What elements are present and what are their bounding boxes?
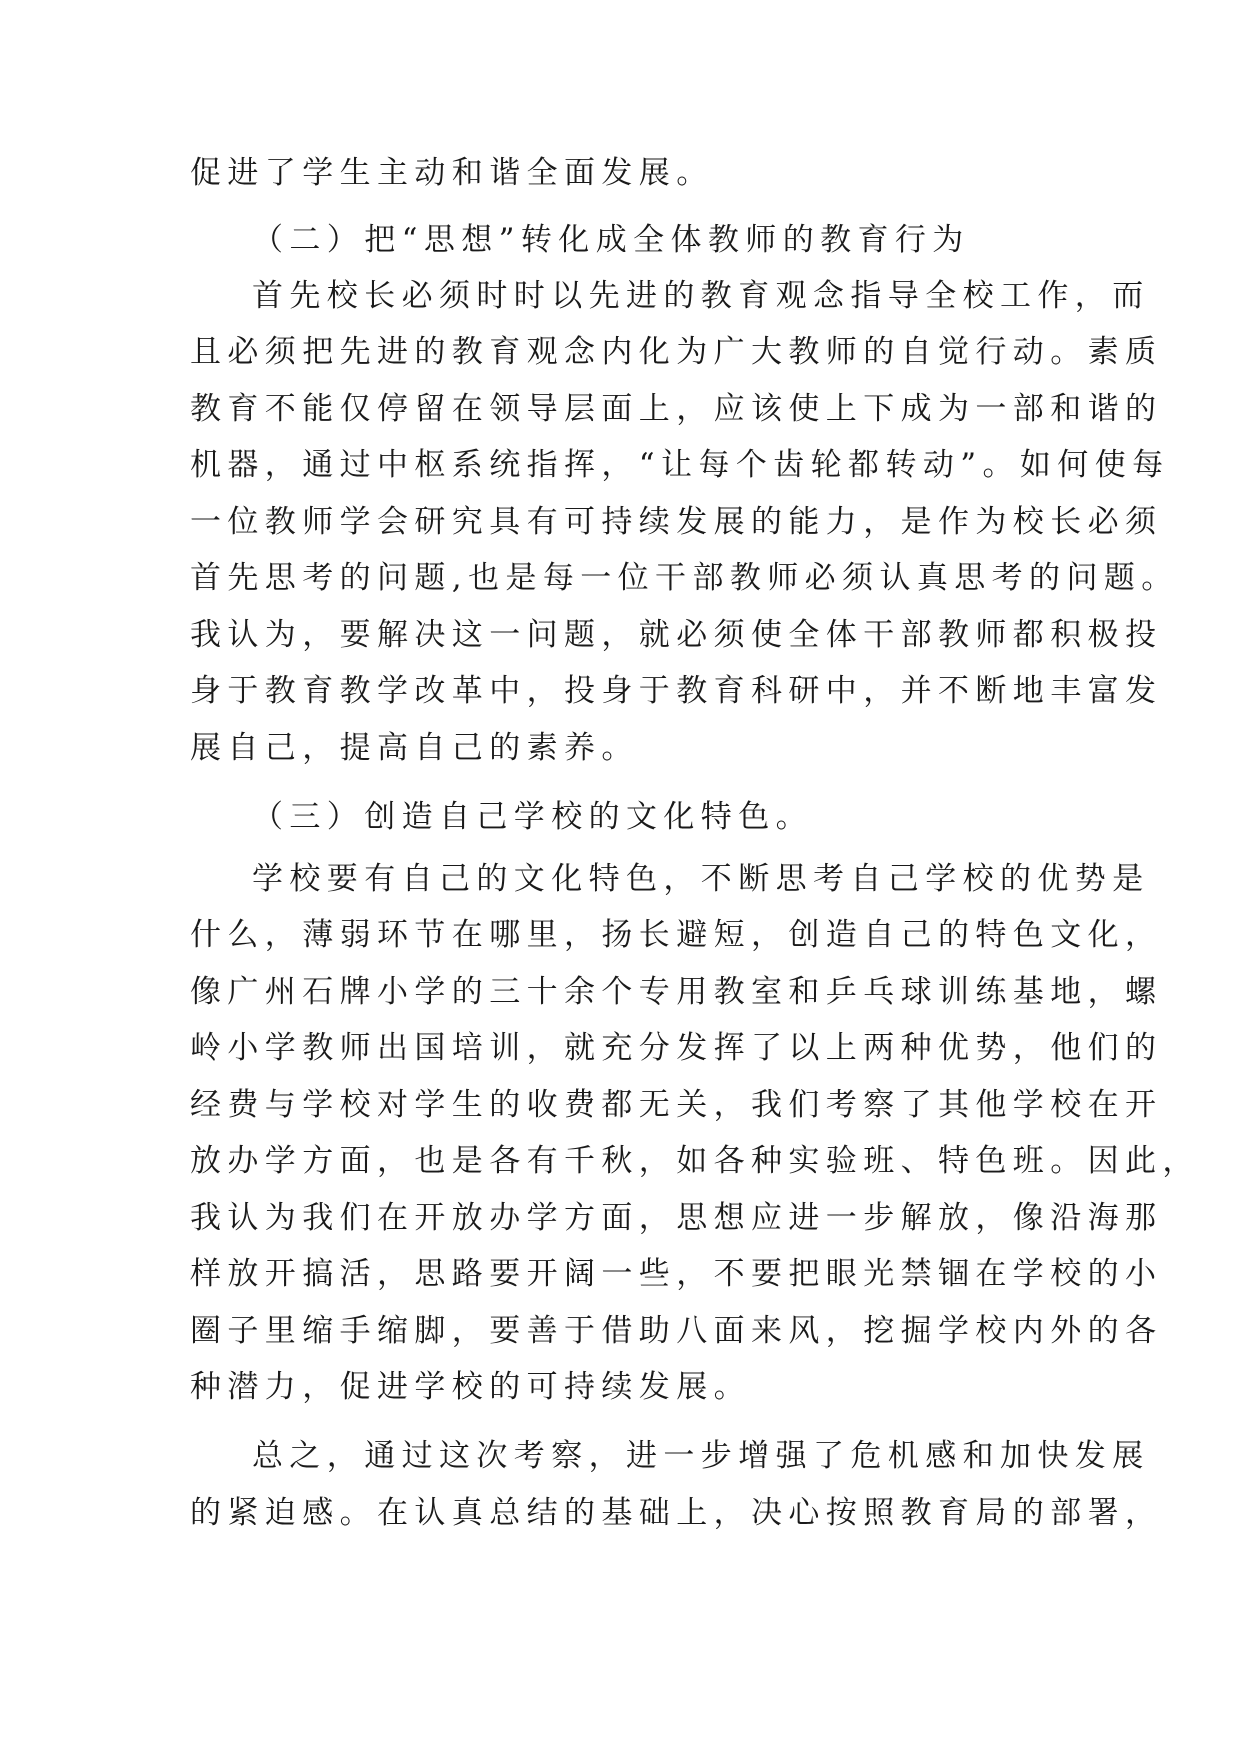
paragraph-line: 什么，薄弱环节在哪里，扬长避短，创造自己的特色文化，: [190, 917, 1163, 953]
paragraph-line: 种潜力，促进学校的可持续发展。: [190, 1369, 751, 1405]
paragraph-line: 学校要有自己的文化特色，不断思考自己学校的优势是: [252, 861, 1150, 897]
paragraph-line: 经费与学校对学生的收费都无关，我们考察了其他学校在开: [190, 1087, 1163, 1123]
paragraph-line: 圈子里缩手缩脚，要善于借助八面来风，挖掘学校内外的各: [190, 1313, 1163, 1349]
paragraph-line: 首先思考的问题,也是每一位干部教师必须认真思考的问题。: [190, 560, 1179, 596]
paragraph-line: 首先校长必须时时以先进的教育观念指导全校工作，而: [252, 278, 1150, 314]
paragraph-line: 的紧迫感。在认真总结的基础上，决心按照教育局的部署，: [190, 1495, 1163, 1531]
paragraph-line: 展自己，提高自己的素养。: [190, 730, 639, 766]
paragraph-line: 岭小学教师出国培训，就充分发挥了以上两种优势，他们的: [190, 1030, 1163, 1066]
section-heading: （三）创造自己学校的文化特色。: [252, 799, 813, 835]
paragraph-line: 教育不能仅停留在领导层面上，应该使上下成为一部和谐的: [190, 391, 1163, 427]
paragraph-line: 我认为我们在开放办学方面，思想应进一步解放，像沿海那: [190, 1200, 1163, 1236]
paragraph-line: 且必须把先进的教育观念内化为广大教师的自觉行动。素质: [190, 334, 1163, 370]
section-heading: （二）把“思想”转化成全体教师的教育行为: [252, 222, 970, 258]
paragraph-line: 促进了学生主动和谐全面发展。: [190, 155, 714, 191]
paragraph-line: 总之，通过这次考察，进一步增强了危机感和加快发展: [252, 1438, 1150, 1474]
paragraph-line: 放办学方面，也是各有千秋，如各种实验班、特色班。因此，: [190, 1143, 1200, 1179]
paragraph-line: 样放开搞活，思路要开阔一些，不要把眼光禁锢在学校的小: [190, 1256, 1163, 1292]
paragraph-line: 我认为，要解决这一问题，就必须使全体干部教师都积极投: [190, 617, 1163, 653]
paragraph-line: 像广州石牌小学的三十余个专用教室和乒乓球训练基地，螺: [190, 974, 1163, 1010]
paragraph-line: 身于教育教学改革中，投身于教育科研中，并不断地丰富发: [190, 673, 1163, 709]
paragraph-line: 一位教师学会研究具有可持续发展的能力，是作为校长必须: [190, 504, 1163, 540]
paragraph-line: 机器，通过中枢系统指挥，“让每个齿轮都转动”。如何使每: [190, 447, 1170, 483]
